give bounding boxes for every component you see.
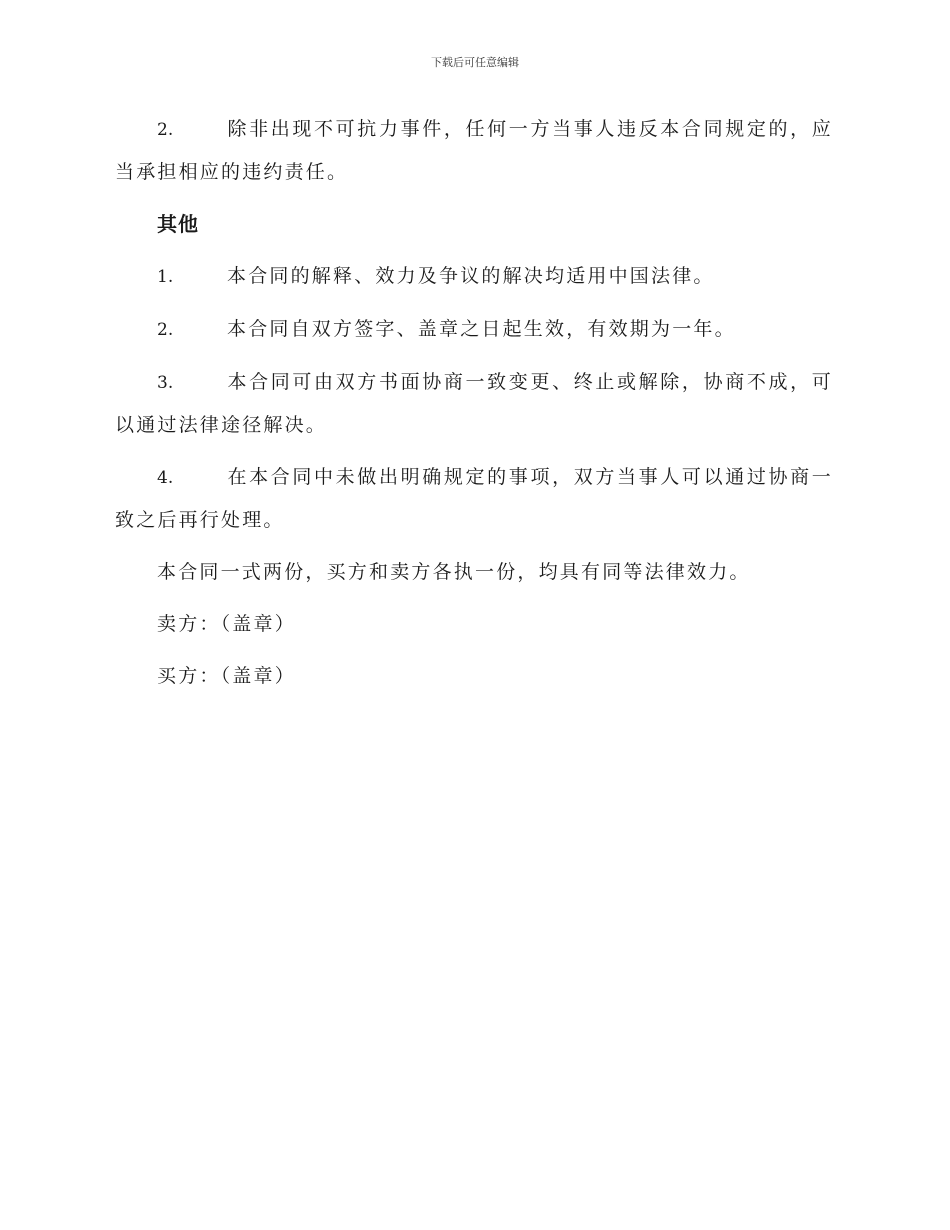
clause-text: 除非出现不可抗力事件，任何一方当事人违反本合同规定的，应当承担相应的违约责任。 [115, 118, 833, 183]
closing-statement: 本合同一式两份，买方和卖方各执一份，均具有同等法律效力。 [157, 561, 751, 583]
clause-item [115, 308, 833, 351]
seller-signature-line: 卖方：（盖章） [157, 613, 296, 635]
clause-item [115, 456, 833, 541]
clause-item [115, 255, 833, 298]
clause-number: 2. [157, 120, 174, 140]
clause-text: 本合同可由双方书面协商一致变更、终止或解除，协商不成，可以通过法律途径解决。 [115, 371, 833, 436]
clause-text: 在本合同中未做出明确规定的事项，双方当事人可以通过协商一致之后再行处理。 [115, 466, 833, 531]
clause-number: 1. [157, 267, 174, 287]
document-body [115, 108, 833, 707]
buyer-signature-line: 买方：（盖章） [157, 665, 296, 687]
section-heading-other: 其他 [157, 212, 199, 236]
clause-number: 4. [157, 468, 174, 488]
page-header: 下载后可任意编辑 [431, 56, 519, 69]
clause-item [115, 361, 833, 446]
clause-text: 本合同的解释、效力及争议的解决均适用中国法律。 [227, 265, 715, 287]
clause-number: 2. [157, 320, 174, 340]
clause-item [115, 108, 833, 193]
clause-number: 3. [157, 373, 174, 393]
clause-text: 本合同自双方签字、盖章之日起生效，有效期为一年。 [227, 318, 736, 340]
